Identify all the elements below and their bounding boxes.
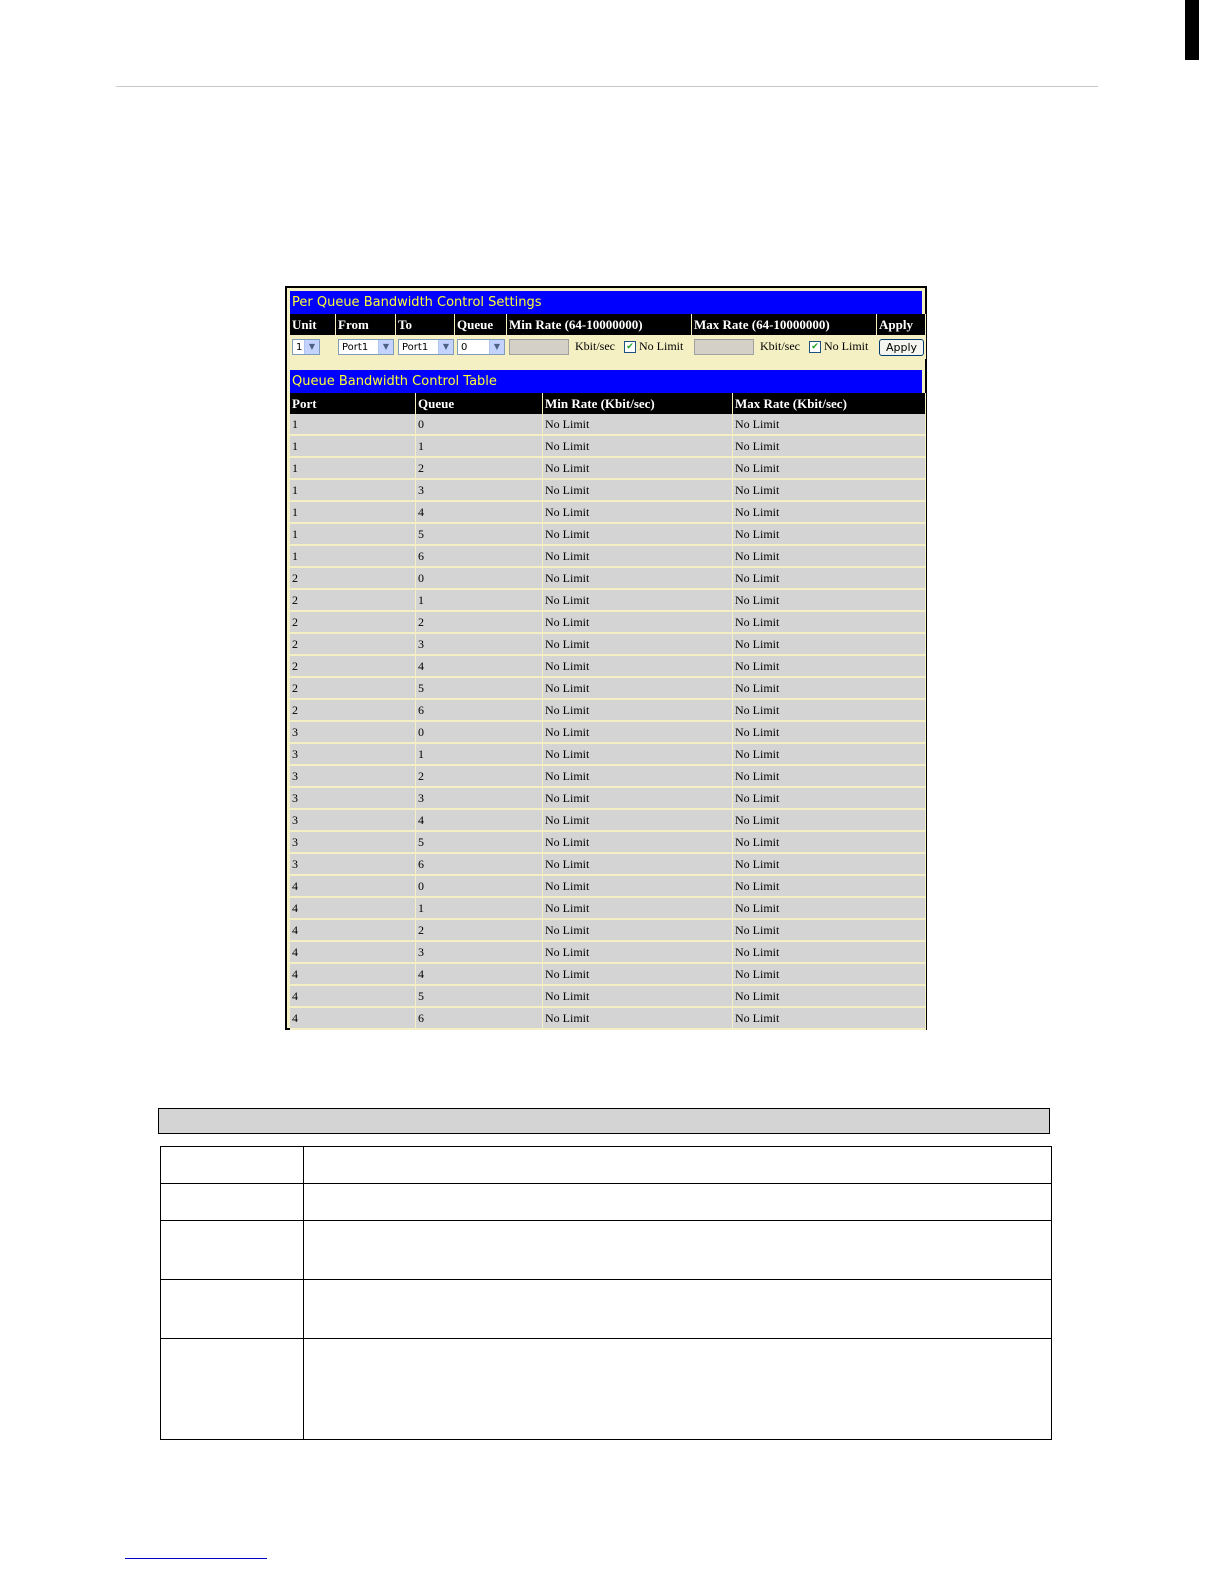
table-row — [290, 458, 926, 480]
port-cell: 4 — [290, 898, 416, 920]
min-rate-column-header: Min Rate (Kbit/sec) — [543, 393, 733, 414]
max-rate-cell: No Limit — [733, 546, 926, 568]
queue-cell: 3 — [416, 942, 543, 964]
queue-cell: 3 — [416, 788, 543, 810]
port-cell: 3 — [290, 722, 416, 744]
port-cell: 1 — [290, 458, 416, 480]
max-rate-cell: No Limit — [733, 788, 926, 810]
table-row — [290, 942, 926, 964]
max-rate-cell: No Limit — [733, 480, 926, 502]
queue-cell: 0 — [416, 414, 543, 436]
queue-cell: 5 — [416, 986, 543, 1008]
min-rate-cell: No Limit — [543, 414, 733, 436]
from-header: From — [336, 314, 396, 335]
table-row — [290, 810, 926, 832]
min-rate-cell: No Limit — [543, 656, 733, 678]
max-rate-cell: No Limit — [733, 612, 926, 634]
table-row — [290, 568, 926, 590]
min-rate-cell: No Limit — [543, 480, 733, 502]
port-cell: 2 — [290, 634, 416, 656]
description-table — [160, 1146, 1052, 1440]
table-row — [290, 700, 926, 722]
min-rate-cell: No Limit — [543, 700, 733, 722]
min-rate-cell: No Limit — [543, 678, 733, 700]
max-rate-cell: No Limit — [733, 458, 926, 480]
queue-cell: 1 — [416, 744, 543, 766]
max-rate-cell: No Limit — [733, 832, 926, 854]
to-header: To — [396, 314, 455, 335]
table-title: Queue Bandwidth Control Table — [290, 370, 922, 393]
port-cell: 4 — [290, 920, 416, 942]
table-row — [290, 436, 926, 458]
port-cell: 4 — [290, 964, 416, 986]
min-rate-cell: No Limit — [543, 458, 733, 480]
max-rate-cell: No Limit — [733, 920, 926, 942]
table-row — [290, 788, 926, 810]
port-cell: 3 — [290, 854, 416, 876]
table-row — [290, 964, 926, 986]
port-cell: 1 — [290, 502, 416, 524]
queue-cell: 4 — [416, 502, 543, 524]
table-row — [290, 744, 926, 766]
min-rate-cell: No Limit — [543, 832, 733, 854]
queue-cell: 5 — [416, 832, 543, 854]
max-rate-cell: No Limit — [733, 810, 926, 832]
table-row — [290, 546, 926, 568]
table-row — [290, 524, 926, 546]
description-table-header — [158, 1108, 1050, 1134]
max-rate-cell: No Limit — [733, 590, 926, 612]
queue-select[interactable]: 0 ▼ — [457, 339, 505, 355]
min-rate-cell: No Limit — [543, 942, 733, 964]
min-rate-cell: No Limit — [543, 634, 733, 656]
queue-cell: 4 — [416, 964, 543, 986]
queue-cell: 3 — [416, 480, 543, 502]
port-cell: 1 — [290, 480, 416, 502]
table-row — [290, 766, 926, 788]
max-rate-cell: No Limit — [733, 986, 926, 1008]
max-rate-cell: No Limit — [733, 414, 926, 436]
queue-cell: 6 — [416, 1008, 543, 1030]
queue-cell: 1 — [416, 436, 543, 458]
min-rate-cell: No Limit — [543, 986, 733, 1008]
port-cell: 3 — [290, 832, 416, 854]
from-port-select[interactable]: Port1 ▼ — [338, 339, 394, 355]
queue-cell: 1 — [416, 590, 543, 612]
min-rate-cell: No Limit — [543, 898, 733, 920]
queue-cell: 2 — [416, 612, 543, 634]
header-rule — [116, 86, 1098, 87]
queue-cell: 2 — [416, 458, 543, 480]
queue-cell: 4 — [416, 810, 543, 832]
queue-cell: 5 — [416, 524, 543, 546]
apply-button[interactable]: Apply — [879, 339, 924, 356]
table-body — [290, 414, 926, 1030]
to-port-select[interactable]: Port1 ▼ — [398, 339, 454, 355]
apply-header: Apply — [877, 314, 926, 335]
port-cell: 1 — [290, 414, 416, 436]
min-rate-cell: No Limit — [543, 920, 733, 942]
port-cell: 3 — [290, 744, 416, 766]
max-no-limit-checkbox[interactable]: ✔ — [809, 341, 821, 353]
min-rate-cell: No Limit — [543, 436, 733, 458]
table-row — [290, 854, 926, 876]
max-rate-input[interactable] — [694, 339, 754, 355]
max-rate-cell: No Limit — [733, 656, 926, 678]
min-rate-cell: No Limit — [543, 568, 733, 590]
queue-cell: 6 — [416, 854, 543, 876]
table-row — [290, 656, 926, 678]
port-cell: 2 — [290, 590, 416, 612]
max-no-limit-label: No Limit — [824, 338, 869, 353]
queue-bandwidth-table — [290, 393, 926, 1030]
max-rate-cell: No Limit — [733, 1008, 926, 1030]
max-rate-cell: No Limit — [733, 678, 926, 700]
min-rate-cell: No Limit — [543, 766, 733, 788]
table-row — [290, 414, 926, 436]
min-rate-cell: No Limit — [543, 1008, 733, 1030]
min-rate-cell: No Limit — [543, 502, 733, 524]
queue-cell: 6 — [416, 700, 543, 722]
footer-link-underline — [125, 1558, 267, 1559]
min-rate-cell: No Limit — [543, 788, 733, 810]
bandwidth-control-window — [285, 286, 927, 1030]
min-rate-cell: No Limit — [543, 810, 733, 832]
port-cell: 2 — [290, 678, 416, 700]
queue-cell: 0 — [416, 722, 543, 744]
table-row — [290, 502, 926, 524]
port-cell: 1 — [290, 524, 416, 546]
max-rate-cell: No Limit — [733, 436, 926, 458]
port-cell: 3 — [290, 788, 416, 810]
port-cell: 2 — [290, 568, 416, 590]
port-cell: 4 — [290, 1008, 416, 1030]
table-row — [290, 634, 926, 656]
queue-cell: 0 — [416, 876, 543, 898]
queue-cell: 5 — [416, 678, 543, 700]
port-cell: 2 — [290, 612, 416, 634]
port-cell: 4 — [290, 986, 416, 1008]
port-cell: 1 — [290, 546, 416, 568]
page-tab-marker — [1185, 0, 1199, 60]
max-rate-cell: No Limit — [733, 568, 926, 590]
port-cell: 4 — [290, 876, 416, 898]
port-cell: 1 — [290, 436, 416, 458]
port-cell: 2 — [290, 700, 416, 722]
max-rate-cell: No Limit — [733, 722, 926, 744]
max-rate-cell: No Limit — [733, 502, 926, 524]
chevron-down-icon: ▼ — [489, 340, 504, 354]
chevron-down-icon: ▼ — [378, 340, 393, 354]
queue-cell: 4 — [416, 656, 543, 678]
port-cell: 2 — [290, 656, 416, 678]
max-rate-cell: No Limit — [733, 766, 926, 788]
table-row — [290, 986, 926, 1008]
max-rate-header: Max Rate (64-10000000) — [692, 314, 877, 335]
min-rate-header: Min Rate (64-10000000) — [507, 314, 692, 335]
min-rate-cell: No Limit — [543, 964, 733, 986]
queue-header: Queue — [455, 314, 507, 335]
min-no-limit-label: No Limit — [639, 338, 684, 353]
max-rate-cell: No Limit — [733, 898, 926, 920]
max-rate-cell: No Limit — [733, 942, 926, 964]
queue-cell: 1 — [416, 898, 543, 920]
max-rate-cell: No Limit — [733, 964, 926, 986]
min-rate-cell: No Limit — [543, 524, 733, 546]
port-cell: 4 — [290, 942, 416, 964]
queue-cell: 0 — [416, 568, 543, 590]
chevron-down-icon: ▼ — [304, 340, 319, 354]
max-rate-cell: No Limit — [733, 876, 926, 898]
table-row — [290, 722, 926, 744]
min-rate-cell: No Limit — [543, 722, 733, 744]
min-rate-unit: Kbit/sec — [575, 338, 615, 353]
unit-select[interactable]: 1 ▼ — [292, 339, 320, 355]
max-rate-cell: No Limit — [733, 634, 926, 656]
max-rate-unit: Kbit/sec — [760, 338, 800, 353]
min-rate-cell: No Limit — [543, 590, 733, 612]
min-rate-input[interactable] — [509, 339, 569, 355]
min-rate-cell: No Limit — [543, 854, 733, 876]
port-cell: 3 — [290, 810, 416, 832]
table-row — [290, 898, 926, 920]
table-row — [290, 480, 926, 502]
queue-cell: 6 — [416, 546, 543, 568]
settings-form — [290, 314, 926, 359]
table-row — [290, 590, 926, 612]
unit-header: Unit — [290, 314, 336, 335]
table-row — [290, 678, 926, 700]
chevron-down-icon: ▼ — [438, 340, 453, 354]
table-row — [290, 832, 926, 854]
max-rate-cell: No Limit — [733, 854, 926, 876]
queue-cell: 2 — [416, 920, 543, 942]
max-rate-cell: No Limit — [733, 700, 926, 722]
max-rate-cell: No Limit — [733, 744, 926, 766]
settings-title: Per Queue Bandwidth Control Settings — [290, 291, 922, 314]
max-rate-column-header: Max Rate (Kbit/sec) — [733, 393, 926, 414]
table-row — [290, 1008, 926, 1030]
queue-cell: 3 — [416, 634, 543, 656]
min-rate-cell: No Limit — [543, 744, 733, 766]
port-cell: 3 — [290, 766, 416, 788]
min-rate-cell: No Limit — [543, 876, 733, 898]
queue-cell: 2 — [416, 766, 543, 788]
min-no-limit-checkbox[interactable]: ✔ — [624, 341, 636, 353]
port-column-header: Port — [290, 393, 416, 414]
max-rate-cell: No Limit — [733, 524, 926, 546]
table-row — [290, 920, 926, 942]
min-rate-cell: No Limit — [543, 612, 733, 634]
min-rate-cell: No Limit — [543, 546, 733, 568]
table-row — [290, 612, 926, 634]
table-row — [290, 876, 926, 898]
queue-column-header: Queue — [416, 393, 543, 414]
